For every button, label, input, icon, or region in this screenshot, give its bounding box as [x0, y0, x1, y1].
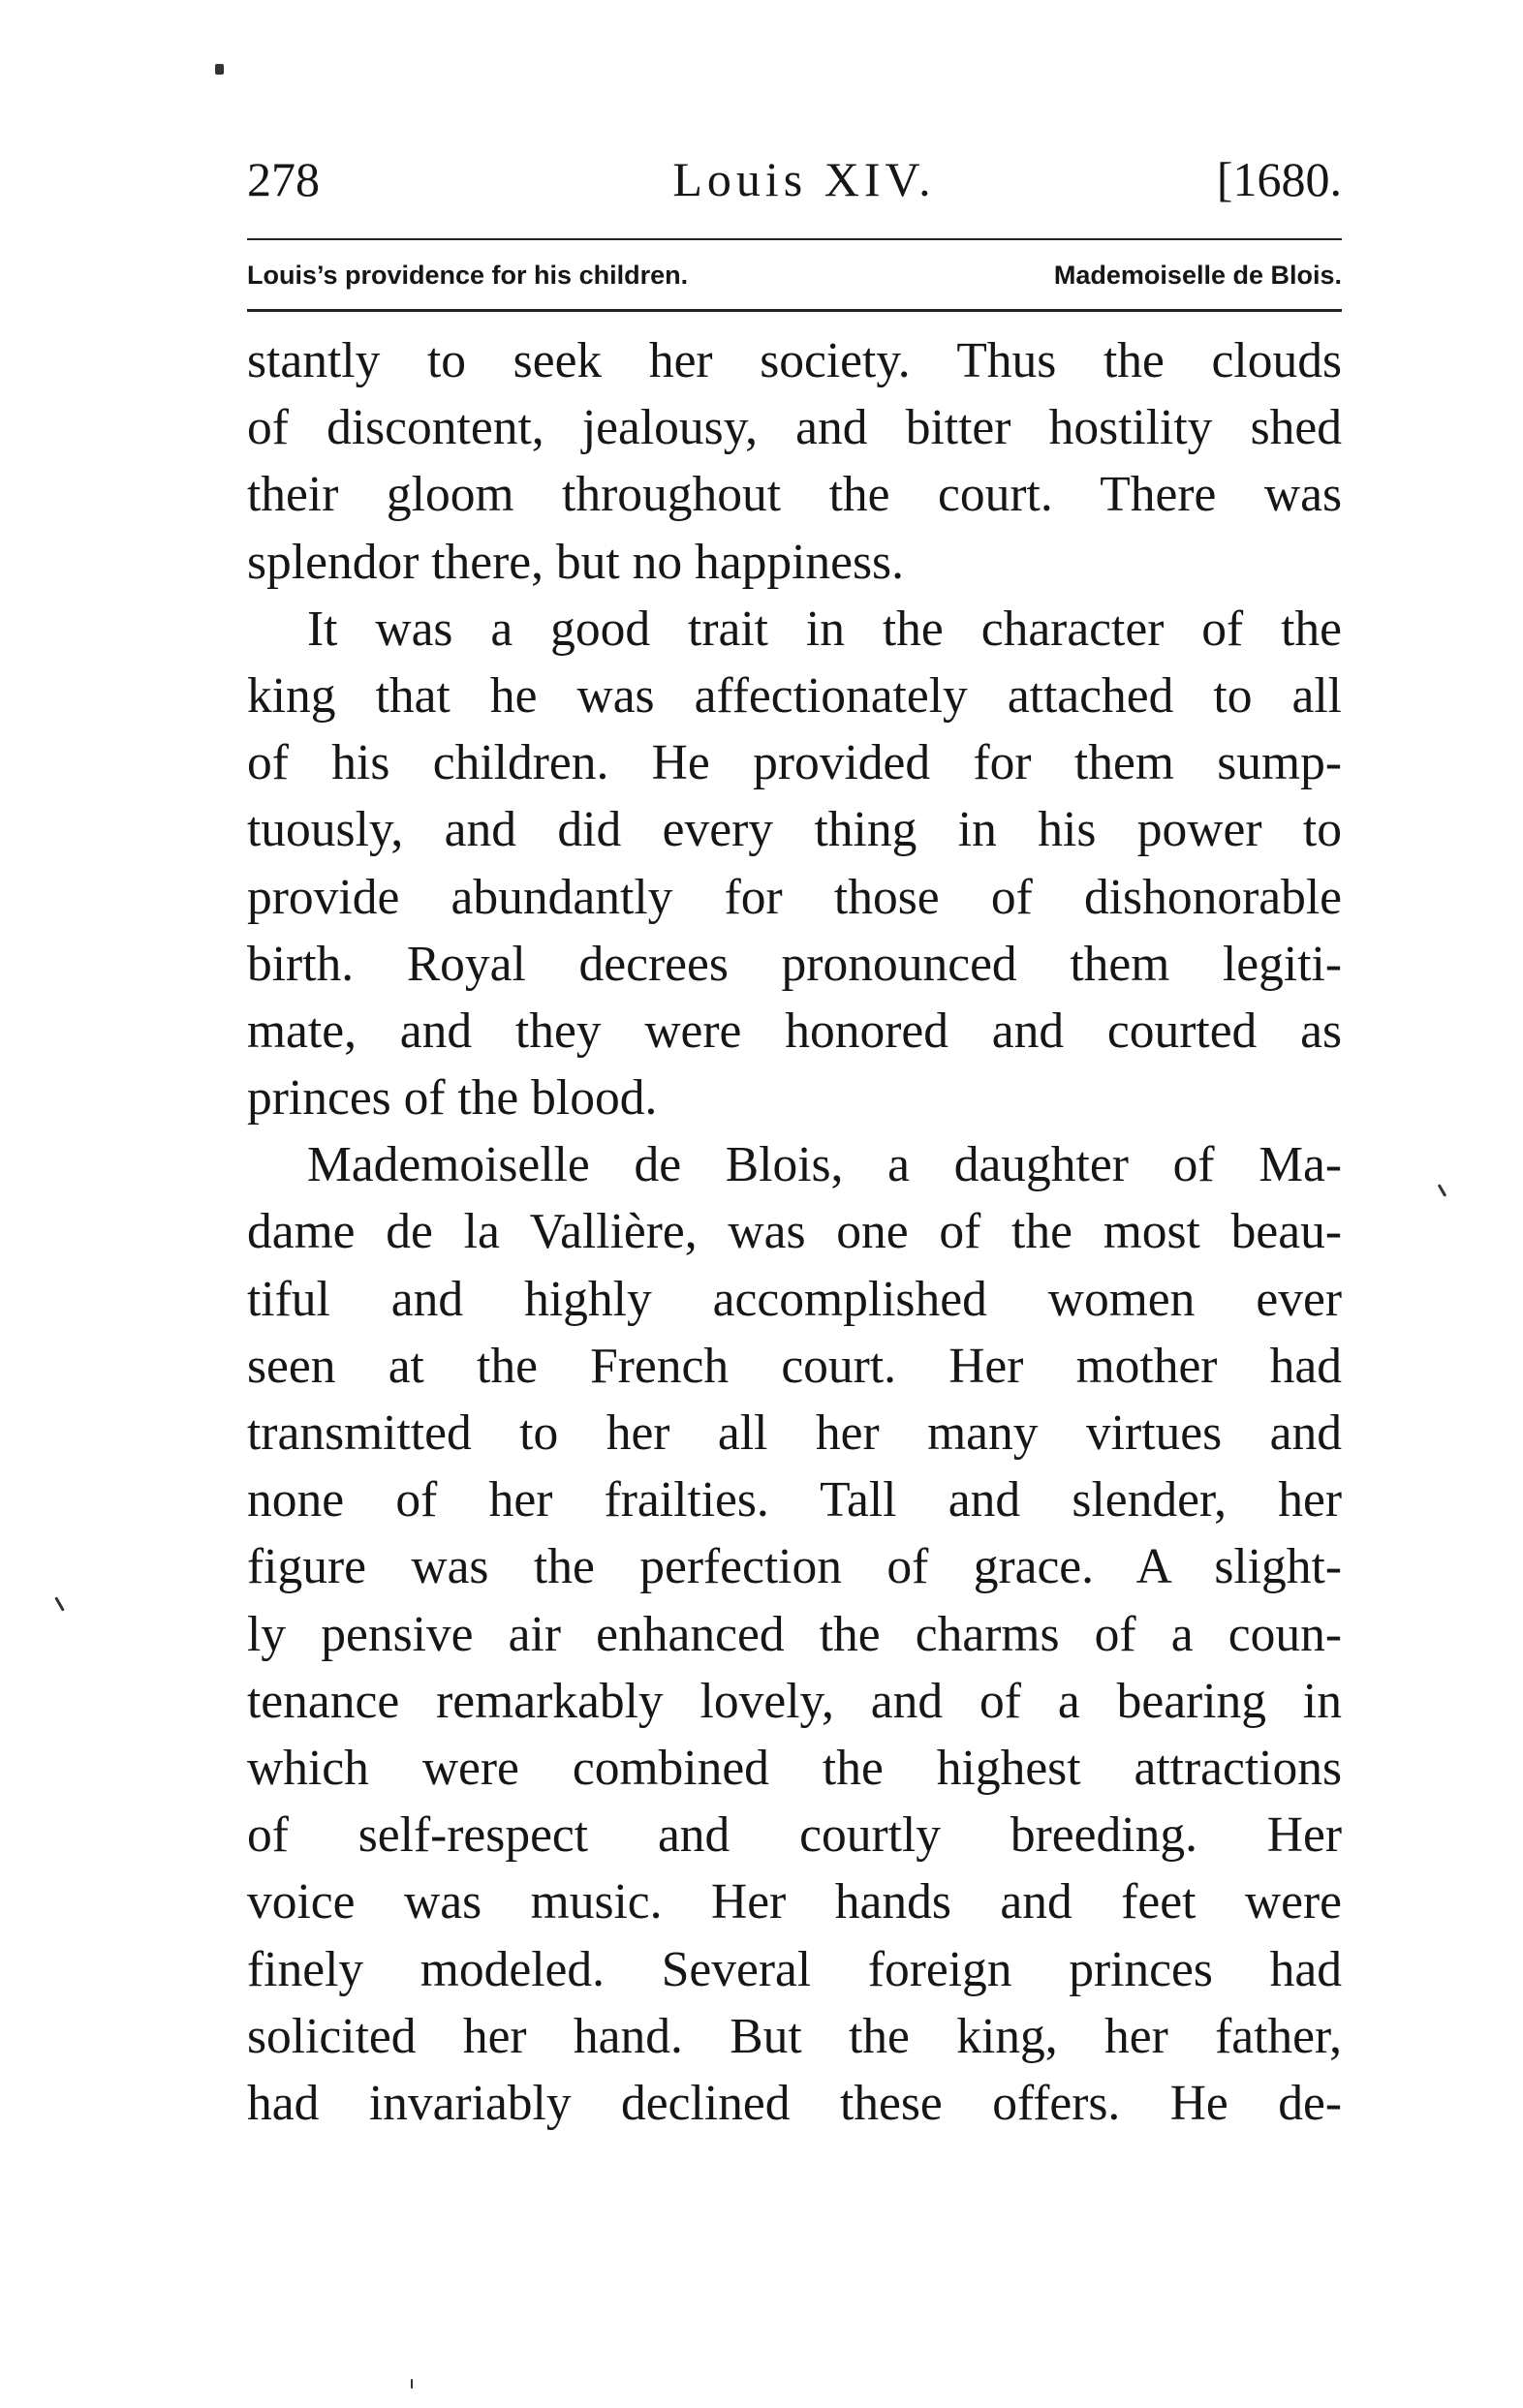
running-header [247, 145, 1342, 213]
text-line: transmitted to her all her many virtues and [247, 1405, 1342, 1461]
paragraph-start-line: Mademoiselle de Blois, a daughter of Ma- [307, 1137, 1342, 1193]
text-line: tiful and highly accomplished women ever [247, 1271, 1342, 1327]
body-text [247, 327, 1342, 2137]
text-line: which were combined the highest attractions [247, 1740, 1342, 1796]
scan-speck [411, 2379, 413, 2389]
subheader-right: Mademoiselle de Blois. [1053, 261, 1342, 290]
text-line: birth. Royal decrees pronounced them legiti- [247, 936, 1342, 992]
scan-speck [1438, 1184, 1447, 1197]
text-line: tenance remarkably lovely, and of a bearing in [247, 1673, 1342, 1729]
text-line: solicited her hand. But the king, her father, [247, 2008, 1342, 2064]
text-line: had invariably declined these offers. He de- [247, 2075, 1342, 2131]
text-line: finely modeled. Several foreign princes had [247, 1941, 1342, 1997]
text-line: king that he was affectionately attached to all [247, 667, 1342, 724]
page-number: 278 [247, 152, 320, 206]
text-line: voice was music. Her hands and feet were [247, 1874, 1342, 1930]
text-line: mate, and they were honored and courted as [247, 1003, 1342, 1059]
text-line: splendor there, but no happiness. [247, 534, 904, 590]
text-line: provide abundantly for those of dishonorable [247, 869, 1342, 925]
running-title: Louis XIV. [672, 152, 936, 206]
text-line: seen at the French court. Her mother had [247, 1338, 1342, 1394]
text-line: princes of the blood. [247, 1070, 658, 1127]
text-line: tuously, and did every thing in his power to [247, 802, 1342, 858]
year-label: [1680. [1216, 152, 1342, 206]
text-line: stantly to seek her society. Thus the clouds [247, 333, 1342, 388]
paragraph-start-line: It was a good trait in the character of the [307, 601, 1342, 657]
subheader-left: Louis’s providence for his children. [247, 261, 689, 290]
marginal-subheader [247, 248, 1342, 302]
header-rule-top [247, 238, 1342, 240]
text-line: of his children. He provided for them sump- [247, 735, 1342, 791]
text-line: their gloom throughout the court. There was [247, 467, 1342, 523]
header-rule-bottom [247, 309, 1342, 312]
text-line: figure was the perfection of grace. A slight- [247, 1539, 1342, 1595]
scan-speck [215, 64, 224, 75]
text-line: of self-respect and courtly breeding. Her [247, 1807, 1342, 1864]
text-line: ly pensive air enhanced the charms of a coun- [247, 1606, 1342, 1662]
text-line: of discontent, jealousy, and bitter hostility shed [247, 400, 1342, 456]
text-line: none of her frailties. Tall and slender, her [247, 1472, 1342, 1528]
scan-speck [54, 1596, 65, 1611]
text-line: dame de la Vallière, was one of the most beau- [247, 1204, 1342, 1260]
